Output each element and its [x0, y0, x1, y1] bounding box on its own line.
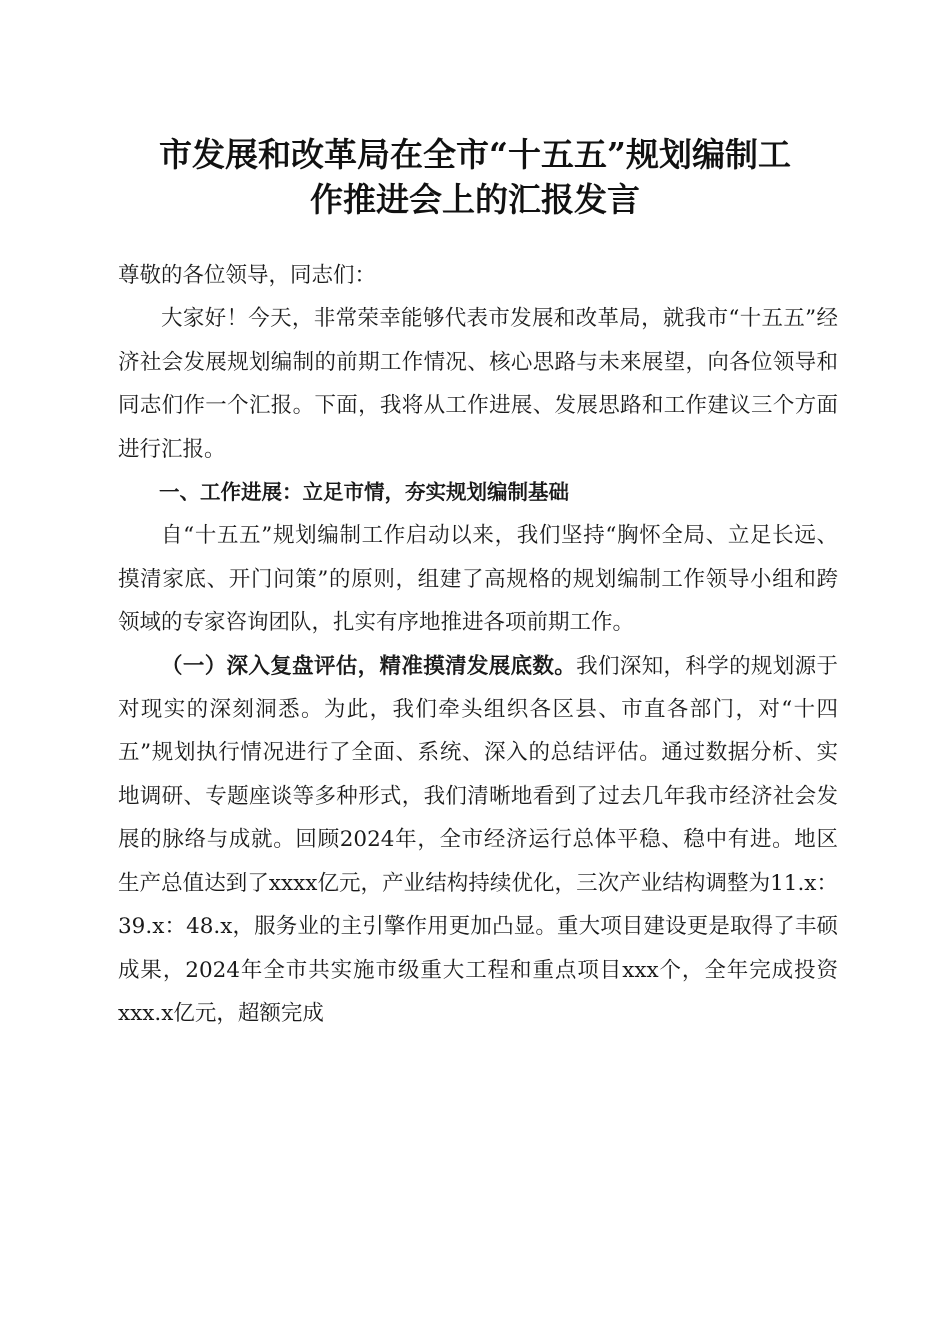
salutation: 尊敬的各位领导，同志们：: [118, 263, 377, 288]
intro-paragraph: 大家好！今天，非常荣幸能够代表市发展和改革局，就我市“十五五”经济社会发展规划编制的前期工作情况、核心思路与未来展望，向各位领导和同志们作一个汇报。下面，我将从工作进展、发展思路和工作建议三个方面进行汇报。: [118, 306, 838, 462]
subsection-1-paragraph: [118, 645, 838, 1036]
section-1-paragraph: 自“十五五”规划编制工作启动以来，我们坚持“胸怀全局、立足长远、摸清家底、开门问策”的原则，组建了高规格的规划编制工作领导小组和跨领域的专家咨询团队，扎实有序地推进各项前期工作。: [118, 523, 838, 636]
title-line-1: 市发展和改革局在全市“十五五”规划编制工: [159, 135, 791, 174]
subsection-1-body: 我们深知，科学的规划源于对现实的深刻洞悉。为此，我们牵头组织各区县、市直各部门，对“十四五”规划执行情况进行了全面、系统、深入的总结评估。通过数据分析、实地调研、专题座谈等多种形式，我们清晰地看到了过去几年我市经济社会发展的脉络与成就。回顾2024年，全市经济运行总体平稳、稳中有进。地区生产总值达到了xxxx亿元，产业结构持续优化，三次产业结构调整为11.x：39.x：48.x，服务业的主引擎作用更加凸显。重大项目建设更是取得了丰硕成果，2024年全市共实施市级重大工程和重点项目xxx个，全年完成投资xxx.x亿元，超额完成: [118, 653, 838, 1026]
section-heading-1: 一、工作进展：立足市情，夯实规划编制基础: [159, 480, 569, 505]
document-title: [100, 132, 850, 222]
document-body: [118, 254, 838, 1035]
title-line-2: 作推进会上的汇报发言: [310, 180, 640, 219]
subsection-1-lead: （一）深入复盘评估，精准摸清发展底数。: [161, 653, 577, 679]
